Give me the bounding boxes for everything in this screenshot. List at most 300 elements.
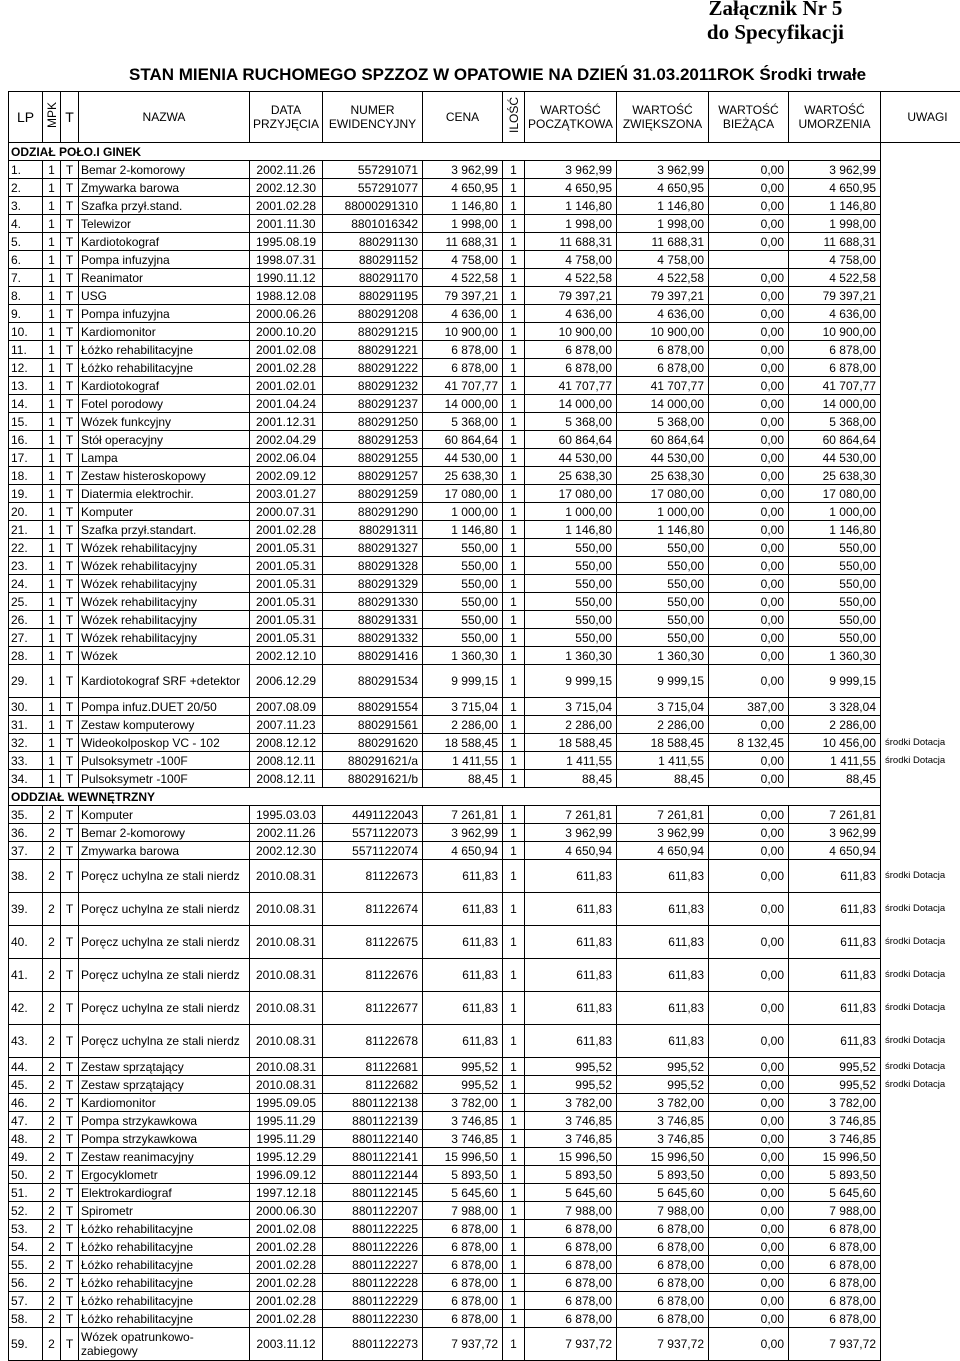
cell-current: 0,00 — [709, 1076, 789, 1094]
cell-number: 8801122138 — [323, 1094, 423, 1112]
cell-price: 15 996,50 — [423, 1148, 503, 1166]
table-row — [9, 341, 960, 359]
cell-t: T — [61, 1328, 79, 1361]
cell-date: 2002.09.12 — [250, 467, 323, 485]
cell-qty: 1 — [503, 1328, 525, 1361]
cell-date: 2001.02.28 — [250, 1310, 323, 1328]
col-mpk — [43, 92, 61, 143]
cell-price: 611,83 — [423, 860, 503, 893]
cell-mpk: 1 — [43, 716, 61, 734]
cell-t: T — [61, 1256, 79, 1274]
cell-notes: środki Dotacja — [881, 893, 960, 926]
cell-date: 1995.11.29 — [250, 1112, 323, 1130]
cell-date: 2007.08.09 — [250, 698, 323, 716]
col-uwagi: UWAGI — [881, 92, 960, 143]
cell-current: 0,00 — [709, 770, 789, 788]
cell-t: T — [61, 413, 79, 431]
cell-name: Pompa strzykawkowa — [79, 1112, 250, 1130]
cell-notes — [881, 197, 960, 215]
cell-price: 6 878,00 — [423, 1256, 503, 1274]
cell-mpk: 1 — [43, 215, 61, 233]
cell-qty: 1 — [503, 305, 525, 323]
cell-depreciation: 611,83 — [789, 860, 881, 893]
table-row — [9, 1025, 960, 1058]
annex-label — [707, 0, 844, 44]
cell-current: 0,00 — [709, 359, 789, 377]
cell-depreciation: 7 988,00 — [789, 1202, 881, 1220]
cell-depreciation: 3 962,99 — [789, 161, 881, 179]
cell-t: T — [61, 305, 79, 323]
cell-mpk: 1 — [43, 269, 61, 287]
cell-current: 0,00 — [709, 1328, 789, 1361]
cell-current: 387,00 — [709, 698, 789, 716]
cell-mpk: 1 — [43, 179, 61, 197]
cell-name: Diatermia elektrochir. — [79, 485, 250, 503]
cell-t: T — [61, 575, 79, 593]
cell-mpk: 1 — [43, 734, 61, 752]
cell-t: T — [61, 752, 79, 770]
cell-initial: 611,83 — [525, 860, 617, 893]
cell-t: T — [61, 611, 79, 629]
cell-qty: 1 — [503, 161, 525, 179]
document-title: STAN MIENIA RUCHOMEGO SPZZOZ W OPATOWIE NA DZIEŃ 31.03.2011ROK Środki trwałe — [129, 65, 866, 85]
cell-name: Wózek rehabilitacyjny — [79, 629, 250, 647]
cell-price: 7 988,00 — [423, 1202, 503, 1220]
cell-lp: 20. — [9, 503, 43, 521]
cell-current: 8 132,45 — [709, 734, 789, 752]
cell-depreciation: 6 878,00 — [789, 341, 881, 359]
cell-qty: 1 — [503, 893, 525, 926]
cell-current: 0,00 — [709, 611, 789, 629]
cell-lp: 54. — [9, 1238, 43, 1256]
cell-t: T — [61, 893, 79, 926]
cell-mpk: 2 — [43, 1256, 61, 1274]
cell-current: 0,00 — [709, 926, 789, 959]
cell-date: 2010.08.31 — [250, 1076, 323, 1094]
cell-number: 880291255 — [323, 449, 423, 467]
cell-depreciation: 1 998,00 — [789, 215, 881, 233]
cell-t: T — [61, 197, 79, 215]
cell-qty: 1 — [503, 629, 525, 647]
cell-qty: 1 — [503, 287, 525, 305]
cell-lp: 29. — [9, 665, 43, 698]
cell-name: Stół operacyjny — [79, 431, 250, 449]
cell-t: T — [61, 716, 79, 734]
cell-depreciation: 4 650,95 — [789, 179, 881, 197]
cell-notes — [881, 806, 960, 824]
table-row — [9, 1112, 960, 1130]
cell-qty: 1 — [503, 359, 525, 377]
cell-name: Fotel porodowy — [79, 395, 250, 413]
cell-increased: 611,83 — [617, 992, 709, 1025]
cell-increased: 5 893,50 — [617, 1166, 709, 1184]
cell-date: 2010.08.31 — [250, 893, 323, 926]
cell-date: 1988.12.08 — [250, 287, 323, 305]
cell-increased: 6 878,00 — [617, 1292, 709, 1310]
cell-price: 1 998,00 — [423, 215, 503, 233]
cell-qty: 1 — [503, 1310, 525, 1328]
cell-notes: środki Dotacja — [881, 752, 960, 770]
cell-number: 81122673 — [323, 860, 423, 893]
cell-mpk: 2 — [43, 1292, 61, 1310]
cell-mpk: 2 — [43, 1220, 61, 1238]
cell-notes — [881, 467, 960, 485]
cell-current: 0,00 — [709, 575, 789, 593]
cell-t: T — [61, 359, 79, 377]
cell-lp: 52. — [9, 1202, 43, 1220]
cell-date: 1990.11.12 — [250, 269, 323, 287]
cell-qty: 1 — [503, 575, 525, 593]
cell-lp: 38. — [9, 860, 43, 893]
cell-current: 0,00 — [709, 1025, 789, 1058]
cell-qty: 1 — [503, 992, 525, 1025]
cell-lp: 46. — [9, 1094, 43, 1112]
cell-qty: 1 — [503, 842, 525, 860]
cell-depreciation: 17 080,00 — [789, 485, 881, 503]
table-row — [9, 359, 960, 377]
cell-qty: 1 — [503, 323, 525, 341]
cell-notes — [881, 539, 960, 557]
cell-depreciation: 88,45 — [789, 770, 881, 788]
cell-notes — [881, 665, 960, 698]
cell-increased: 1 998,00 — [617, 215, 709, 233]
cell-date: 2001.05.31 — [250, 629, 323, 647]
cell-date: 2010.08.31 — [250, 992, 323, 1025]
cell-name: Kardiomonitor — [79, 323, 250, 341]
cell-current: 0,00 — [709, 752, 789, 770]
cell-initial: 5 893,50 — [525, 1166, 617, 1184]
cell-notes — [881, 377, 960, 395]
cell-price: 611,83 — [423, 959, 503, 992]
cell-current: 0,00 — [709, 629, 789, 647]
cell-mpk: 1 — [43, 197, 61, 215]
cell-notes — [881, 215, 960, 233]
cell-notes — [881, 1274, 960, 1292]
cell-notes — [881, 323, 960, 341]
cell-t: T — [61, 1166, 79, 1184]
cell-qty: 1 — [503, 449, 525, 467]
cell-mpk: 1 — [43, 752, 61, 770]
cell-depreciation: 6 878,00 — [789, 1220, 881, 1238]
cell-depreciation: 4 522,58 — [789, 269, 881, 287]
cell-initial: 7 937,72 — [525, 1328, 617, 1361]
cell-lp: 51. — [9, 1184, 43, 1202]
cell-mpk: 2 — [43, 992, 61, 1025]
cell-price: 611,83 — [423, 992, 503, 1025]
cell-initial: 6 878,00 — [525, 1238, 617, 1256]
table-row — [9, 1184, 960, 1202]
cell-date: 1995.09.05 — [250, 1094, 323, 1112]
cell-lp: 13. — [9, 377, 43, 395]
cell-increased: 550,00 — [617, 629, 709, 647]
cell-increased: 550,00 — [617, 575, 709, 593]
cell-price: 41 707,77 — [423, 377, 503, 395]
cell-date: 2007.11.23 — [250, 716, 323, 734]
cell-name: Zmywarka barowa — [79, 842, 250, 860]
cell-t: T — [61, 1148, 79, 1166]
table-row — [9, 842, 960, 860]
cell-t: T — [61, 539, 79, 557]
cell-depreciation: 6 878,00 — [789, 1274, 881, 1292]
cell-number: 880291221 — [323, 341, 423, 359]
cell-initial: 7 261,81 — [525, 806, 617, 824]
cell-mpk: 2 — [43, 1310, 61, 1328]
cell-notes — [881, 716, 960, 734]
cell-mpk: 2 — [43, 824, 61, 842]
cell-date: 2001.05.31 — [250, 539, 323, 557]
cell-date: 1997.12.18 — [250, 1184, 323, 1202]
cell-qty: 1 — [503, 806, 525, 824]
cell-initial: 6 878,00 — [525, 1292, 617, 1310]
cell-qty: 1 — [503, 521, 525, 539]
cell-lp: 45. — [9, 1076, 43, 1094]
cell-qty: 1 — [503, 665, 525, 698]
cell-initial: 4 636,00 — [525, 305, 617, 323]
cell-current: 0,00 — [709, 467, 789, 485]
cell-depreciation: 3 962,99 — [789, 824, 881, 842]
cell-name: Wózek funkcyjny — [79, 413, 250, 431]
cell-mpk: 1 — [43, 467, 61, 485]
cell-price: 25 638,30 — [423, 467, 503, 485]
cell-name: Pompa infuz.DUET 20/50 — [79, 698, 250, 716]
cell-notes — [881, 287, 960, 305]
cell-date: 2001.05.31 — [250, 593, 323, 611]
cell-initial: 6 878,00 — [525, 1220, 617, 1238]
cell-name: Łóżko rehabilitacyjne — [79, 341, 250, 359]
cell-increased: 550,00 — [617, 557, 709, 575]
cell-mpk: 2 — [43, 806, 61, 824]
cell-name: Spirometr — [79, 1202, 250, 1220]
cell-number: 880291331 — [323, 611, 423, 629]
cell-mpk: 2 — [43, 1076, 61, 1094]
cell-lp: 37. — [9, 842, 43, 860]
cell-date: 2002.04.29 — [250, 431, 323, 449]
cell-lp: 42. — [9, 992, 43, 1025]
cell-number: 880291152 — [323, 251, 423, 269]
cell-depreciation: 611,83 — [789, 893, 881, 926]
cell-name: Wózek rehabilitacyjny — [79, 593, 250, 611]
cell-current: 0,00 — [709, 449, 789, 467]
cell-initial: 41 707,77 — [525, 377, 617, 395]
cell-name: Poręcz uchylna ze stali nierdz — [79, 992, 250, 1025]
cell-current: 0,00 — [709, 341, 789, 359]
cell-mpk: 2 — [43, 1058, 61, 1076]
cell-initial: 88,45 — [525, 770, 617, 788]
cell-number: 8801122144 — [323, 1166, 423, 1184]
cell-qty: 1 — [503, 716, 525, 734]
cell-depreciation: 4 636,00 — [789, 305, 881, 323]
cell-notes — [881, 485, 960, 503]
table-row — [9, 1220, 960, 1238]
cell-number: 8801016342 — [323, 215, 423, 233]
cell-mpk: 1 — [43, 341, 61, 359]
table-row — [9, 824, 960, 842]
cell-number: 880291170 — [323, 269, 423, 287]
cell-t: T — [61, 926, 79, 959]
cell-increased: 4 522,58 — [617, 269, 709, 287]
cell-date: 2001.02.28 — [250, 1292, 323, 1310]
cell-price: 5 368,00 — [423, 413, 503, 431]
cell-qty: 1 — [503, 1166, 525, 1184]
cell-increased: 1 146,80 — [617, 197, 709, 215]
cell-number: 8801122207 — [323, 1202, 423, 1220]
cell-number: 880291554 — [323, 698, 423, 716]
cell-current: 0,00 — [709, 1058, 789, 1076]
cell-current: 0,00 — [709, 1166, 789, 1184]
cell-price: 550,00 — [423, 611, 503, 629]
cell-current: 0,00 — [709, 539, 789, 557]
cell-increased: 41 707,77 — [617, 377, 709, 395]
cell-notes — [881, 1292, 960, 1310]
cell-date: 2010.08.31 — [250, 860, 323, 893]
cell-initial: 44 530,00 — [525, 449, 617, 467]
cell-t: T — [61, 557, 79, 575]
cell-t: T — [61, 431, 79, 449]
cell-date: 2010.08.31 — [250, 1025, 323, 1058]
cell-date: 2001.05.31 — [250, 611, 323, 629]
cell-mpk: 1 — [43, 413, 61, 431]
cell-notes — [881, 305, 960, 323]
cell-qty: 1 — [503, 926, 525, 959]
cell-mpk: 1 — [43, 665, 61, 698]
cell-number: 880291130 — [323, 233, 423, 251]
cell-initial: 6 878,00 — [525, 359, 617, 377]
cell-initial: 611,83 — [525, 926, 617, 959]
cell-increased: 611,83 — [617, 860, 709, 893]
cell-qty: 1 — [503, 233, 525, 251]
cell-initial: 4 650,94 — [525, 842, 617, 860]
cell-mpk: 1 — [43, 629, 61, 647]
cell-increased: 88,45 — [617, 770, 709, 788]
cell-initial: 2 286,00 — [525, 716, 617, 734]
col-biezaca: WARTOŚĆ BIEŻĄCA — [709, 92, 789, 143]
cell-price: 550,00 — [423, 539, 503, 557]
cell-t: T — [61, 1025, 79, 1058]
cell-lp: 2. — [9, 179, 43, 197]
cell-name: Łóżko rehabilitacyjne — [79, 1220, 250, 1238]
cell-current: 0,00 — [709, 503, 789, 521]
cell-notes — [881, 1148, 960, 1166]
cell-name: Komputer — [79, 503, 250, 521]
cell-mpk: 1 — [43, 575, 61, 593]
table-row — [9, 1310, 960, 1328]
header-row — [9, 92, 960, 143]
table-row — [9, 770, 960, 788]
cell-mpk: 2 — [43, 1184, 61, 1202]
table-row — [9, 485, 960, 503]
cell-increased: 7 988,00 — [617, 1202, 709, 1220]
cell-notes — [881, 593, 960, 611]
cell-depreciation: 5 893,50 — [789, 1166, 881, 1184]
cell-number: 880291311 — [323, 521, 423, 539]
cell-lp: 40. — [9, 926, 43, 959]
cell-mpk: 2 — [43, 1166, 61, 1184]
cell-notes — [881, 359, 960, 377]
cell-lp: 27. — [9, 629, 43, 647]
cell-initial: 7 988,00 — [525, 1202, 617, 1220]
cell-number: 8801122228 — [323, 1274, 423, 1292]
cell-date: 1996.09.12 — [250, 1166, 323, 1184]
cell-name: Komputer — [79, 806, 250, 824]
cell-name: Łóżko rehabilitacyjne — [79, 1310, 250, 1328]
cell-depreciation: 1 146,80 — [789, 521, 881, 539]
cell-increased: 4 758,00 — [617, 251, 709, 269]
cell-qty: 1 — [503, 1238, 525, 1256]
cell-date: 2001.12.31 — [250, 413, 323, 431]
table-row — [9, 716, 960, 734]
cell-current: 0,00 — [709, 860, 789, 893]
cell-current: 0,00 — [709, 287, 789, 305]
cell-notes — [881, 1310, 960, 1328]
cell-mpk: 1 — [43, 770, 61, 788]
assets-table — [8, 91, 960, 1361]
cell-price: 995,52 — [423, 1058, 503, 1076]
cell-name: Pompa strzykawkowa — [79, 1130, 250, 1148]
cell-name: Pulsoksymetr -100F — [79, 770, 250, 788]
cell-mpk: 2 — [43, 926, 61, 959]
cell-initial: 79 397,21 — [525, 287, 617, 305]
cell-name: Wózek rehabilitacyjny — [79, 611, 250, 629]
cell-date: 2002.11.26 — [250, 824, 323, 842]
cell-date: 2001.02.01 — [250, 377, 323, 395]
cell-number: 81122682 — [323, 1076, 423, 1094]
cell-t: T — [61, 503, 79, 521]
cell-notes — [881, 251, 960, 269]
cell-t: T — [61, 860, 79, 893]
cell-qty: 1 — [503, 647, 525, 665]
cell-current: 0,00 — [709, 1274, 789, 1292]
cell-increased: 3 746,85 — [617, 1112, 709, 1130]
section-header — [9, 143, 960, 161]
cell-initial: 995,52 — [525, 1058, 617, 1076]
cell-initial: 6 878,00 — [525, 1274, 617, 1292]
cell-date: 2001.02.08 — [250, 1220, 323, 1238]
cell-current: 0,00 — [709, 992, 789, 1025]
cell-number: 880291208 — [323, 305, 423, 323]
cell-increased: 611,83 — [617, 926, 709, 959]
table-row — [9, 860, 960, 893]
cell-lp: 36. — [9, 824, 43, 842]
cell-number: 81122674 — [323, 893, 423, 926]
cell-lp: 34. — [9, 770, 43, 788]
cell-depreciation: 7 937,72 — [789, 1328, 881, 1361]
col-data: DATA PRZYJĘCIA — [250, 92, 323, 143]
cell-depreciation: 550,00 — [789, 593, 881, 611]
cell-notes — [881, 233, 960, 251]
cell-lp: 59. — [9, 1328, 43, 1361]
cell-price: 995,52 — [423, 1076, 503, 1094]
cell-price: 550,00 — [423, 557, 503, 575]
cell-initial: 18 588,45 — [525, 734, 617, 752]
table-row — [9, 926, 960, 959]
cell-number: 880291416 — [323, 647, 423, 665]
cell-price: 17 080,00 — [423, 485, 503, 503]
col-umorzenia: WARTOŚĆ UMORZENIA — [789, 92, 881, 143]
col-numer: NUMER EWIDENCYJNY — [323, 92, 423, 143]
cell-date: 2002.11.26 — [250, 161, 323, 179]
cell-current: 0,00 — [709, 413, 789, 431]
cell-increased: 18 588,45 — [617, 734, 709, 752]
cell-initial: 611,83 — [525, 1025, 617, 1058]
cell-qty: 1 — [503, 1130, 525, 1148]
cell-initial: 25 638,30 — [525, 467, 617, 485]
cell-t: T — [61, 1076, 79, 1094]
table-row — [9, 611, 960, 629]
cell-mpk: 2 — [43, 893, 61, 926]
cell-qty: 1 — [503, 467, 525, 485]
cell-mpk: 2 — [43, 1328, 61, 1361]
cell-qty: 1 — [503, 215, 525, 233]
